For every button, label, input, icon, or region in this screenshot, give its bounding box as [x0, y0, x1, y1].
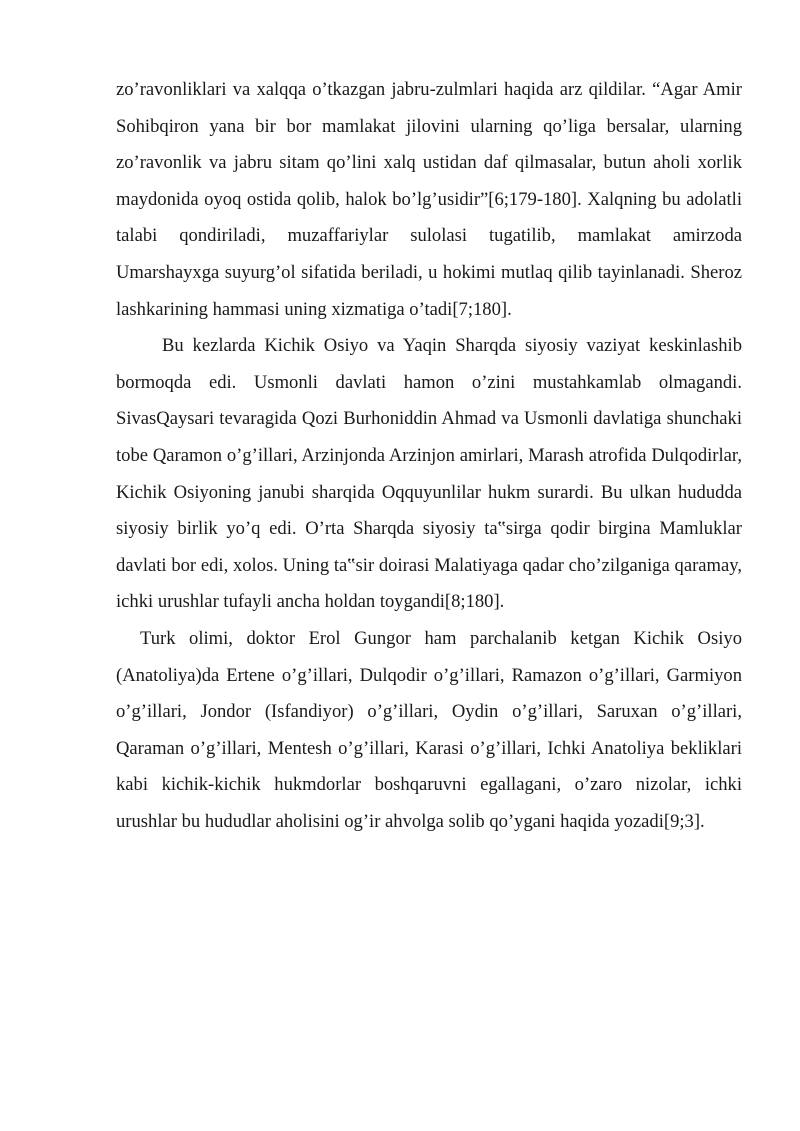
- paragraph-shiraz-complaint: zo’ravonliklari va xalqqa o’tkazgan jabru-zulmlari haqida arz qildilar. “Agar Amir Sohibqiron yana bir bor mamlakat jilovini ularning qo’liga bersalar, ularning zo’ravonlik va jabru sitam qo’lini xalq ustidan daf qilmasalar, butun aholi xorlik maydonida oyoq ostida qolib, halok bo’lg’usidir”[6;179-180]. Xalqning bu adolatli talabi qondiriladi, muzaffariylar sulolasi tugatilib, mamlakat amirzoda Umarshayxga suyurg’ol sifatida beriladi, u hokimi mutlaq qilib tayinlanadi. Sheroz lashkarining hammasi uning xizmatiga o’tadi[7;180].: [116, 79, 742, 320]
- document-page: [116, 72, 742, 840]
- paragraph-asia-minor-situation: Bu kezlarda Kichik Osiyo va Yaqin Sharqda siyosiy vaziyat keskinlashib bormoqda edi. Usmonli davlati hamon o’zini mustahkamlab olmagandi. SivasQaysari tevaragida Qozi Burhoniddin Ahmad va Usmonli davlatiga shunchaki tobe Qaramon o’g’illari, Arzinjonda Arzinjon amirlari, Marash atrofida Dulqodirlar, Kichik Osiyoning janubi sharqida Oqquyunlilar hukm surardi. Bu ulkan hududda siyosiy birlik yo’q edi. O’rta Sharqda siyosiy ta‟sirga qodir birgina Mamluklar davlati bor edi, xolos. Uning ta‟sir doirasi Malatiyaga qadar cho’zilganiga qaramay, ichki urushlar tufayli ancha holdan toygandi[8;180].: [116, 335, 742, 613]
- paragraph-erol-gungor: Turk olimi, doktor Erol Gungor ham parchalanib ketgan Kichik Osiyo (Anatoliya)da Ertene o’g’illari, Dulqodir o’g’illari, Ramazon o’g’illari, Garmiyon o’g’illari, Jondor (Isfandiyor) o’g’illari, Oydin o’g’illari, Saruxan o’g’illari, Qaraman o’g’illari, Mentesh o’g’illari, Karasi o’g’illari, Ichki Anatoliya bekliklari kabi kichik-kichik hukmdorlar boshqaruvni egallagani, o’zaro nizolar, ichki urushlar bu hududlar aholisini og’ir ahvolga solib qo’ygani haqida yozadi[9;3].: [116, 627, 742, 832]
